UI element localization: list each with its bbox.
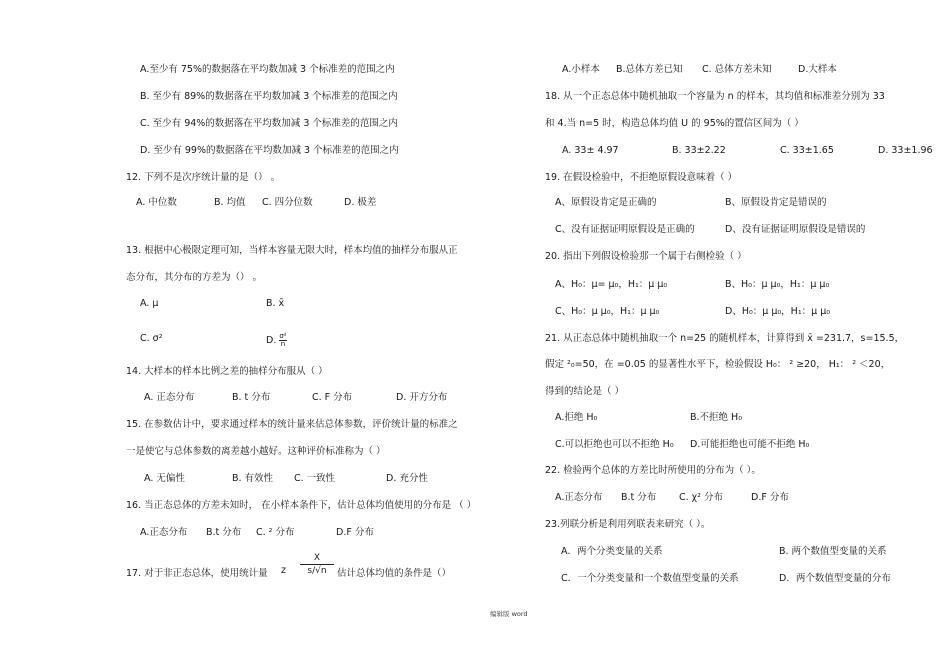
q15-options <box>144 473 428 485</box>
q12-stem: 12. 下列不是次序统计量的是（） 。 <box>126 172 281 183</box>
q17-option-a: A.小样本 <box>562 64 600 75</box>
q19-option-d: D、没有证据证明原假设是错误的 <box>725 224 866 235</box>
q12-option-b: B. 均值 <box>214 197 246 208</box>
q22-option-d: D.F 分布 <box>751 492 789 503</box>
q16-options <box>140 527 374 539</box>
q22-option-b: B.t 分布 <box>621 492 657 503</box>
q20-option-a: A、H₀：μ= μ₀，H₁：μ μ₀ <box>555 279 668 290</box>
q18-stem-line2: 和 4.当 n=5 时，构造总体均值 U 的 95%的置信区间为（ ） <box>545 118 804 129</box>
q21-option-a: A.拒绝 H₀ <box>555 412 598 423</box>
q18-option-b: B. 33±2.22 <box>672 145 726 156</box>
q13-option-a: A. μ <box>140 298 159 309</box>
q13-option-c: C. σ² <box>140 333 163 344</box>
q18-option-c: C. 33±1.65 <box>780 145 834 156</box>
q18-stem-line1: 18. 从一个正态总体中随机抽取一个容量为 n 的样本，其均值和标准差分别为 33 <box>545 91 885 102</box>
q21-option-d: D.可能拒绝也可能不拒绝 H₀ <box>690 439 810 450</box>
q19-option-b: B、原假设肯定是错误的 <box>725 197 827 208</box>
q19-option-c: C、没有证据证明原假设是正确的 <box>555 224 695 235</box>
q20-option-d: D、H₀：μ μ₀，H₁：μ μ₀ <box>725 306 831 317</box>
q13-d-denominator: n <box>280 340 286 348</box>
q15-option-a: A. 无偏性 <box>144 473 185 484</box>
q18-option-d: D. 33±1.96 <box>878 145 933 156</box>
q15-stem-line2: 一是使它与总体参数的离差越小越好。这种评价标准称为（ ） <box>126 446 386 457</box>
q14-option-c: C. F 分布 <box>312 392 353 403</box>
q17-option-b: B.总体方差已知 <box>616 64 683 75</box>
q17-option-d: D.大样本 <box>798 64 837 75</box>
q16-option-c: C. ² 分布 <box>256 527 295 538</box>
q21-option-b: B.不拒绝 H₀ <box>690 412 743 423</box>
q17-options <box>562 64 837 76</box>
q20-stem: 20. 指出下列假设检验那一个属于右侧检验（ ） <box>545 251 747 262</box>
q23-option-c: C．一个分类变量和一个数值型变量的关系 <box>561 573 739 584</box>
q12-option-d: D. 极差 <box>344 197 377 208</box>
page-footer: 编辑版 word <box>490 610 528 618</box>
q19-option-a: A、原假设肯定是正确的 <box>555 197 657 208</box>
q22-stem: 22. 检验两个总体的方差比时所使用的分布为（ ）。 <box>545 465 761 476</box>
q13-stem-line2: 态分布，其分布的方差为（） 。 <box>126 272 263 283</box>
q17-option-c: C. 总体方差未知 <box>702 64 772 75</box>
q16-option-d: D.F 分布 <box>336 527 374 538</box>
q17-numerator: X <box>313 553 321 563</box>
q13-option-d-prefix: D. <box>266 335 277 346</box>
q14-option-d: D. 开方分布 <box>396 392 448 403</box>
q20-option-b: B、H₀：μ μ₀，H₁：μ μ₀ <box>725 279 830 290</box>
q23-option-d: D．两个数值型变量的分布 <box>779 573 891 584</box>
q22-option-a: A.正态分布 <box>555 492 603 503</box>
q16-option-b: B.t 分布 <box>206 527 242 538</box>
q21-stem-line1: 21. 从正态总体中随机抽取一个 n=25 的随机样本，计算得到 x̄ =231.7，s=15.5， <box>545 333 905 344</box>
q11-option-a: A.至少有 75%的数据落在平均数加减 3 个标准差的范围之内 <box>140 64 395 75</box>
q17-denominator: s/√n <box>307 566 327 576</box>
q18-options <box>562 145 933 157</box>
q14-options <box>144 392 447 404</box>
q15-option-b: B. 有效性 <box>232 473 274 484</box>
q22-options <box>555 492 789 504</box>
q13-d-numerator: σ² <box>279 332 287 340</box>
q20-option-c: C、H₀：μ μ₀，H₁：μ μ₀ <box>555 306 660 317</box>
q17-stem-suffix: 估计总体均值的条件是（） <box>337 568 452 579</box>
q15-stem-line1: 15. 在参数估计中，要求通过样本的统计量来估总体参数，评价统计量的标准之 <box>126 419 458 430</box>
q11-option-d: D. 至少有 99%的数据落在平均数加减 3 个标准差的范围之内 <box>140 145 399 156</box>
q16-stem: 16. 当正态总体的方差未知时， 在小样本条件下，估计总体均值使用的分布是 （ ） <box>126 500 477 511</box>
q12-options <box>136 197 376 209</box>
q18-option-a: A. 33± 4.97 <box>562 145 619 156</box>
q13-option-b: B. x̄ <box>266 298 285 309</box>
q13-option-d <box>266 333 287 348</box>
q14-stem: 14. 大样本的样本比例之差的抽样分布服从（ ） <box>126 366 328 377</box>
q11-option-b: B. 至少有 89%的数据落在平均数加减 3 个标准差的范围之内 <box>140 91 398 102</box>
q15-option-c: C. 一致性 <box>294 473 336 484</box>
q13-stem-line1: 13. 根据中心极限定理可知，当样本容量无限大时，样本均值的抽样分布服从正 <box>126 245 458 256</box>
q23-option-a: A．两个分类变量的关系 <box>561 546 663 557</box>
q17-z-symbol: z <box>281 565 286 576</box>
q21-stem-line2: 假定 ²₀=50，在 =0.05 的显著性水平下，检验假设 H₀： ² ≥20， H₁： ² ＜20， <box>545 359 891 370</box>
q23-option-b: B. 两个数值型变量的关系 <box>779 546 887 557</box>
q14-option-a: A. 正态分布 <box>144 392 195 403</box>
q17-stem-prefix: 17. 对于非正态总体，使用统计量 <box>126 568 268 579</box>
q12-option-a: A. 中位数 <box>136 197 177 208</box>
q23-stem: 23.列联分析是利用列联表来研究（ ）。 <box>545 519 711 530</box>
q19-stem: 19. 在假设检验中，不拒绝原假设意味着（ ） <box>545 172 738 183</box>
q21-stem-line3: 得到的结论是（ ） <box>545 386 625 397</box>
q17-statistic-fraction <box>300 553 334 576</box>
q16-option-a: A.正态分布 <box>140 527 188 538</box>
q12-option-c: C. 四分位数 <box>262 197 313 208</box>
q21-option-c: C.可以拒绝也可以不拒绝 H₀ <box>555 439 674 450</box>
q22-option-c: C. χ² 分布 <box>679 492 723 503</box>
q14-option-b: B. t 分布 <box>232 392 271 403</box>
q15-option-d: D. 充分性 <box>386 473 428 484</box>
q11-option-c: C. 至少有 94%的数据落在平均数加减 3 个标准差的范围之内 <box>140 118 398 129</box>
